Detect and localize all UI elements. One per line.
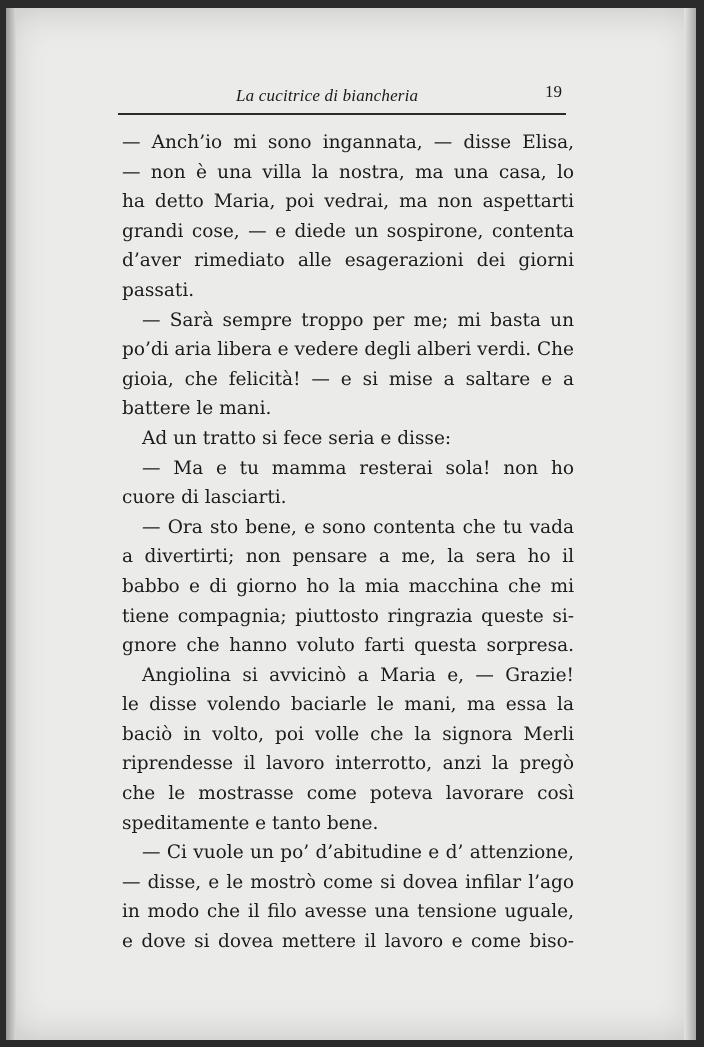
text-line: le disse volendo baciarle le mani, ma essa la — [122, 694, 574, 716]
text-line: — Ma e tu mamma resterai sola! non ho — [142, 457, 574, 479]
running-title: La cucitrice di biancheria — [236, 86, 419, 105]
header-rule — [118, 113, 566, 115]
text-line: gioia, che felicità! — e si mise a saltare e a — [122, 368, 574, 390]
text-line: ha detto Maria, poi vedrai, ma non aspettarti — [122, 191, 574, 213]
text-line: grandi cose, — e diede un sospirone, contenta — [122, 220, 574, 242]
text-line: — non è una villa la nostra, ma una casa, lo — [122, 161, 574, 183]
text-line: — Sarà sempre troppo per me; mi basta un — [142, 309, 574, 331]
text-line: — disse, e le mostrò come si dovea infilar l’ago — [122, 871, 574, 893]
text-line: Ad un tratto si fece seria e disse: — [142, 427, 452, 449]
text-line: che le mostrasse come poteva lavorare così — [122, 783, 574, 805]
book-page — [6, 8, 696, 1040]
text-line: riprendesse il lavoro interrotto, anzi la pregò — [122, 753, 574, 775]
text-line: speditamente e tanto bene. — [122, 812, 379, 834]
page-right-edge — [684, 8, 696, 1040]
text-line: gnore che hanno voluto farti questa sorpresa. — [122, 635, 574, 657]
text-line: cuore di lasciarti. — [122, 487, 287, 509]
text-line: Angiolina si avvicinò a Maria e, — Grazie! — [142, 664, 574, 686]
text-line: battere le mani. — [122, 398, 272, 420]
text-line: po’di aria libera e vedere degli alberi verdi. Che — [122, 339, 574, 361]
text-line: d’aver rimediato alle esagerazioni dei giorni — [122, 250, 574, 272]
text-line: baciò in volto, poi volle che la signora Merli — [122, 723, 574, 745]
body-text — [122, 128, 574, 957]
page-header — [116, 82, 566, 122]
text-line: babbo e di giorno ho la mia macchina che mi — [122, 575, 574, 597]
text-line: — Anch’io mi sono ingannata, — disse Elisa, — [122, 132, 574, 153]
text-line: — Ci vuole un po’ d’abitudine e d’ attenzione, — [142, 842, 574, 864]
text-line: e dove si dovea mettere il lavoro e come biso- — [122, 931, 574, 953]
text-line: — Ora sto bene, e sono contenta che tu vada — [142, 516, 574, 538]
text-line: a divertirti; non pensare a me, la sera ho il — [122, 546, 574, 568]
page-number: 19 — [545, 82, 562, 101]
page-left-edge — [6, 8, 16, 1040]
text-line: tiene compagnia; piuttosto ringrazia queste si- — [122, 605, 574, 627]
text-line: in modo che il filo avesse una tensione uguale, — [122, 901, 574, 923]
text-line: passati. — [122, 279, 195, 301]
